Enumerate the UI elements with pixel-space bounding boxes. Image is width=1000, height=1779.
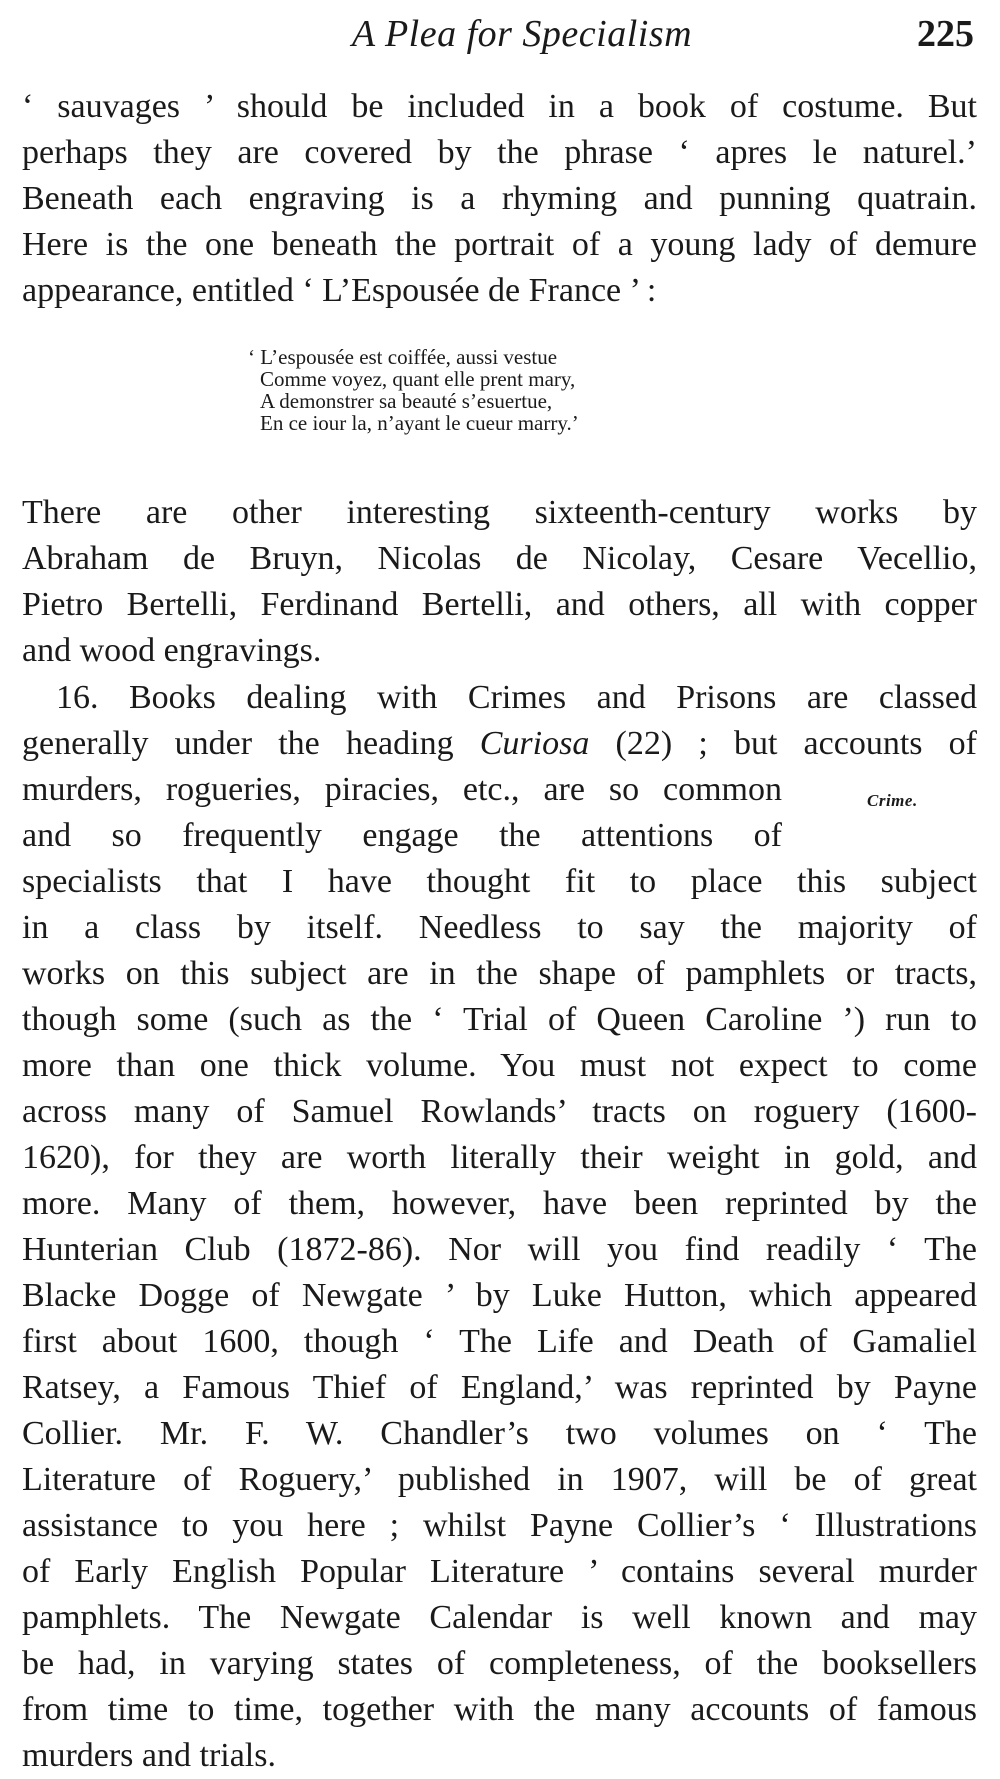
text-line: Hunterian Club (1872-86). Nor will you find readily ‘ The	[22, 1231, 977, 1268]
text-line: Ratsey, a Famous Thief of England,’ was reprinted by Payne	[22, 1369, 977, 1406]
text-line: assistance to you here ; whilst Payne Collier’s ‘ Illustrations	[22, 1507, 977, 1544]
running-head: A Plea for Specialism	[351, 13, 693, 55]
text-line: Blacke Dogge of Newgate ’ by Luke Hutton, which appeared	[22, 1277, 977, 1314]
text-line: more than one thick volume. You must not expect to come	[22, 1047, 977, 1084]
text-line: Literature of Roguery,’ published in 1907, will be of great	[22, 1461, 977, 1498]
text-line: be had, in varying states of completeness, of the booksellers	[22, 1645, 977, 1682]
text-line: and wood engravings.	[22, 632, 322, 669]
text-line: from time to time, together with the many accounts of famous	[22, 1691, 977, 1728]
quatrain-line: Comme voyez, quant elle prent mary,	[260, 367, 576, 391]
text-line: ‘ sauvages ’ should be included in a book of costume. But	[22, 88, 977, 125]
text-line: 16. Books dealing with Crimes and Prisons are classed	[56, 679, 977, 716]
quatrain-line: ‘ L’espousée est coiffée, aussi vestue	[248, 345, 558, 369]
paragraph-1	[22, 84, 977, 314]
text-line: of Early English Popular Literature ’ contains several murder	[22, 1553, 977, 1590]
text-line: more. Many of them, however, have been reprinted by the	[22, 1185, 977, 1222]
text-line: in a class by itself. Needless to say the majority of	[22, 909, 977, 946]
text-line: 1620), for they are worth literally their weight in gold, and	[22, 1139, 977, 1176]
marginal-note: Crime.	[867, 791, 918, 810]
text-line: across many of Samuel Rowlands’ tracts on roguery (1600-	[22, 1093, 977, 1130]
italic-term: Curiosa	[479, 725, 590, 762]
text-line: Here is the one beneath the portrait of a young lady of demure	[22, 226, 977, 263]
text-line: murders and trials.	[22, 1737, 276, 1774]
text-line: appearance, entitled ‘ L’Espousée de France ’ :	[22, 272, 657, 309]
text-line	[22, 721, 977, 767]
text-line: Pietro Bertelli, Ferdinand Bertelli, and others, all with copper	[22, 586, 977, 623]
text-fragment: generally under the heading Curiosa (22) ; but accounts of	[22, 725, 977, 762]
page-number: 225	[917, 13, 974, 55]
text-line: murders, rogueries, piracies, etc., are so common	[22, 771, 782, 808]
paragraph-2	[22, 490, 977, 674]
text-line: Abraham de Bruyn, Nicolas de Nicolay, Cesare Vecellio,	[22, 540, 977, 577]
text-line: pamphlets. The Newgate Calendar is well known and may	[22, 1599, 977, 1636]
quatrain-line: En ce iour la, n’ayant le cueur marry.’	[260, 411, 579, 435]
page-header	[22, 8, 982, 58]
paragraph-3	[22, 675, 977, 1779]
text-line: Beneath each engraving is a rhyming and punning quatrain.	[22, 180, 977, 217]
quatrain	[248, 346, 748, 434]
quatrain-line: A demonstrer sa beauté s’esuertue,	[260, 389, 553, 413]
text-line: Collier. Mr. F. W. Chandler’s two volumes on ‘ The	[22, 1415, 977, 1452]
text-line: first about 1600, though ‘ The Life and Death of Gamaliel	[22, 1323, 977, 1360]
text-line: though some (such as the ‘ Trial of Queen Caroline ’) run to	[22, 1001, 977, 1038]
text-line: There are other interesting sixteenth-century works by	[22, 494, 977, 531]
text-line: perhaps they are covered by the phrase ‘ apres le naturel.’	[22, 134, 977, 171]
text-line: specialists that I have thought fit to place this subject	[22, 863, 977, 900]
text-line: and so frequently engage the attentions of	[22, 817, 782, 854]
text-line: works on this subject are in the shape of pamphlets or tracts,	[22, 955, 977, 992]
